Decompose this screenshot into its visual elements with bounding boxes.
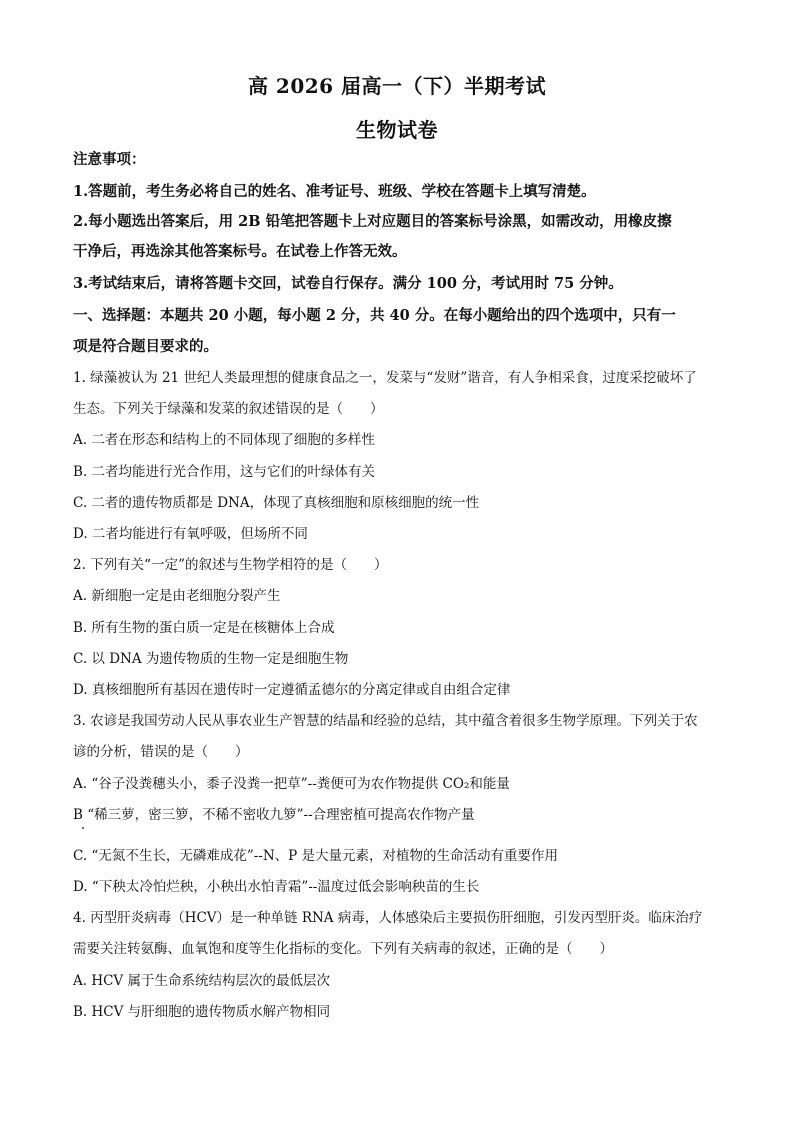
notice-item-3: 3.考试结束后，请将答题卡交回，试卷自行保存。满分 100 分，考试用时 75 分钟。: [73, 275, 623, 292]
question-3-stem-line-1: 3. 农谚是我国劳动人民从事农业生产智慧的结晶和经验的总结，其中蕴含着很多生物学原理。下列关于农: [73, 713, 698, 729]
question-4-option-a: A. HCV 属于生命系统结构层次的最低层次: [73, 973, 330, 989]
question-3-option-d: D. “下秧太冷怕烂秧，小秧出水怕青霜”--温度过低会影响秧苗的生长: [73, 879, 480, 895]
question-4-option-b: B. HCV 与肝细胞的遗传物质水解产物相同: [73, 1004, 331, 1020]
exam-subtitle: 生物试卷: [356, 118, 438, 142]
question-1-stem-line-1: 1. 绿藻被认为 21 世纪人类最理想的健康食品之一，发菜与“发财”谐音，有人争相采食，过度采挖破坏了: [73, 370, 697, 386]
question-4-stem-line-2: 需要关注转氨酶、血氧饱和度等生化指标的变化。下列有关病毒的叙述，正确的是（ ）: [73, 941, 613, 957]
question-2-stem: 2. 下列有关“一定”的叙述与生物学相符的是（ ）: [73, 557, 388, 573]
stray-dot-mark: [82, 827, 84, 829]
question-2-option-a: A. 新细胞一定是由老细胞分裂产生: [73, 588, 281, 604]
exam-title: 高 2026 届高一（下）半期考试: [247, 74, 547, 98]
question-3-option-c: C. “无氮不生长，无磷难成花”--N、P 是大量元素，对植物的生命活动有重要作用: [73, 848, 559, 864]
question-3-stem-line-2: 谚的分析，错误的是（ ）: [73, 744, 249, 760]
question-1-stem-line-2: 生态。下列关于绿藻和发菜的叙述错误的是（ ）: [73, 401, 384, 417]
question-3-option-a: A. “谷子没粪穗头小，黍子没粪一把草”--粪便可为农作物提供 CO₂和能量: [73, 776, 510, 792]
question-1-option-d: D. 二者均能进行有氧呼吸，但场所不同: [73, 526, 308, 542]
question-2-option-d: D. 真核细胞所有基因在遗传时一定遵循孟德尔的分离定律或自由组合定律: [73, 682, 511, 698]
question-1-option-c: C. 二者的遗传物质都是 DNA，体现了真核细胞和原核细胞的统一性: [73, 495, 480, 511]
notice-item-2-line-1: 2.每小题选出答案后，用 2B 铅笔把答题卡上对应题目的答案标号涂黑，如需改动，用橡皮擦: [73, 213, 672, 230]
question-3-option-b: B “稀三萝，密三箩，不稀不密收九箩”--合理密植可提高农作物产量: [73, 807, 475, 823]
section-heading-line-1: 一、选择题：本题共 20 小题，每小题 2 分，共 40 分。在每小题给出的四个选项中，只有一: [73, 307, 676, 324]
notice-item-2-line-2: 干净后，再选涂其他答案标号。在试卷上作答无效。: [73, 243, 407, 260]
notice-heading: 注意事项：: [73, 151, 146, 168]
section-heading-line-2: 项是符合题目要求的。: [73, 338, 218, 355]
question-1-option-a: A. 二者在形态和结构上的不同体现了细胞的多样性: [73, 432, 375, 448]
question-2-option-c: C. 以 DNA 为遗传物质的生物一定是细胞生物: [73, 651, 349, 667]
question-1-option-b: B. 二者均能进行光合作用，这与它们的叶绿体有关: [73, 464, 376, 480]
question-4-stem-line-1: 4. 丙型肝炎病毒（HCV）是一种单链 RNA 病毒，人体感染后主要损伤肝细胞，引发丙型肝炎。临床治疗: [73, 910, 703, 926]
notice-item-1: 1.答题前，考生务必将自己的姓名、准考证号、班级、学校在答题卡上填写清楚。: [73, 183, 596, 200]
question-2-option-b: B. 所有生物的蛋白质一定是在核糖体上合成: [73, 620, 335, 636]
